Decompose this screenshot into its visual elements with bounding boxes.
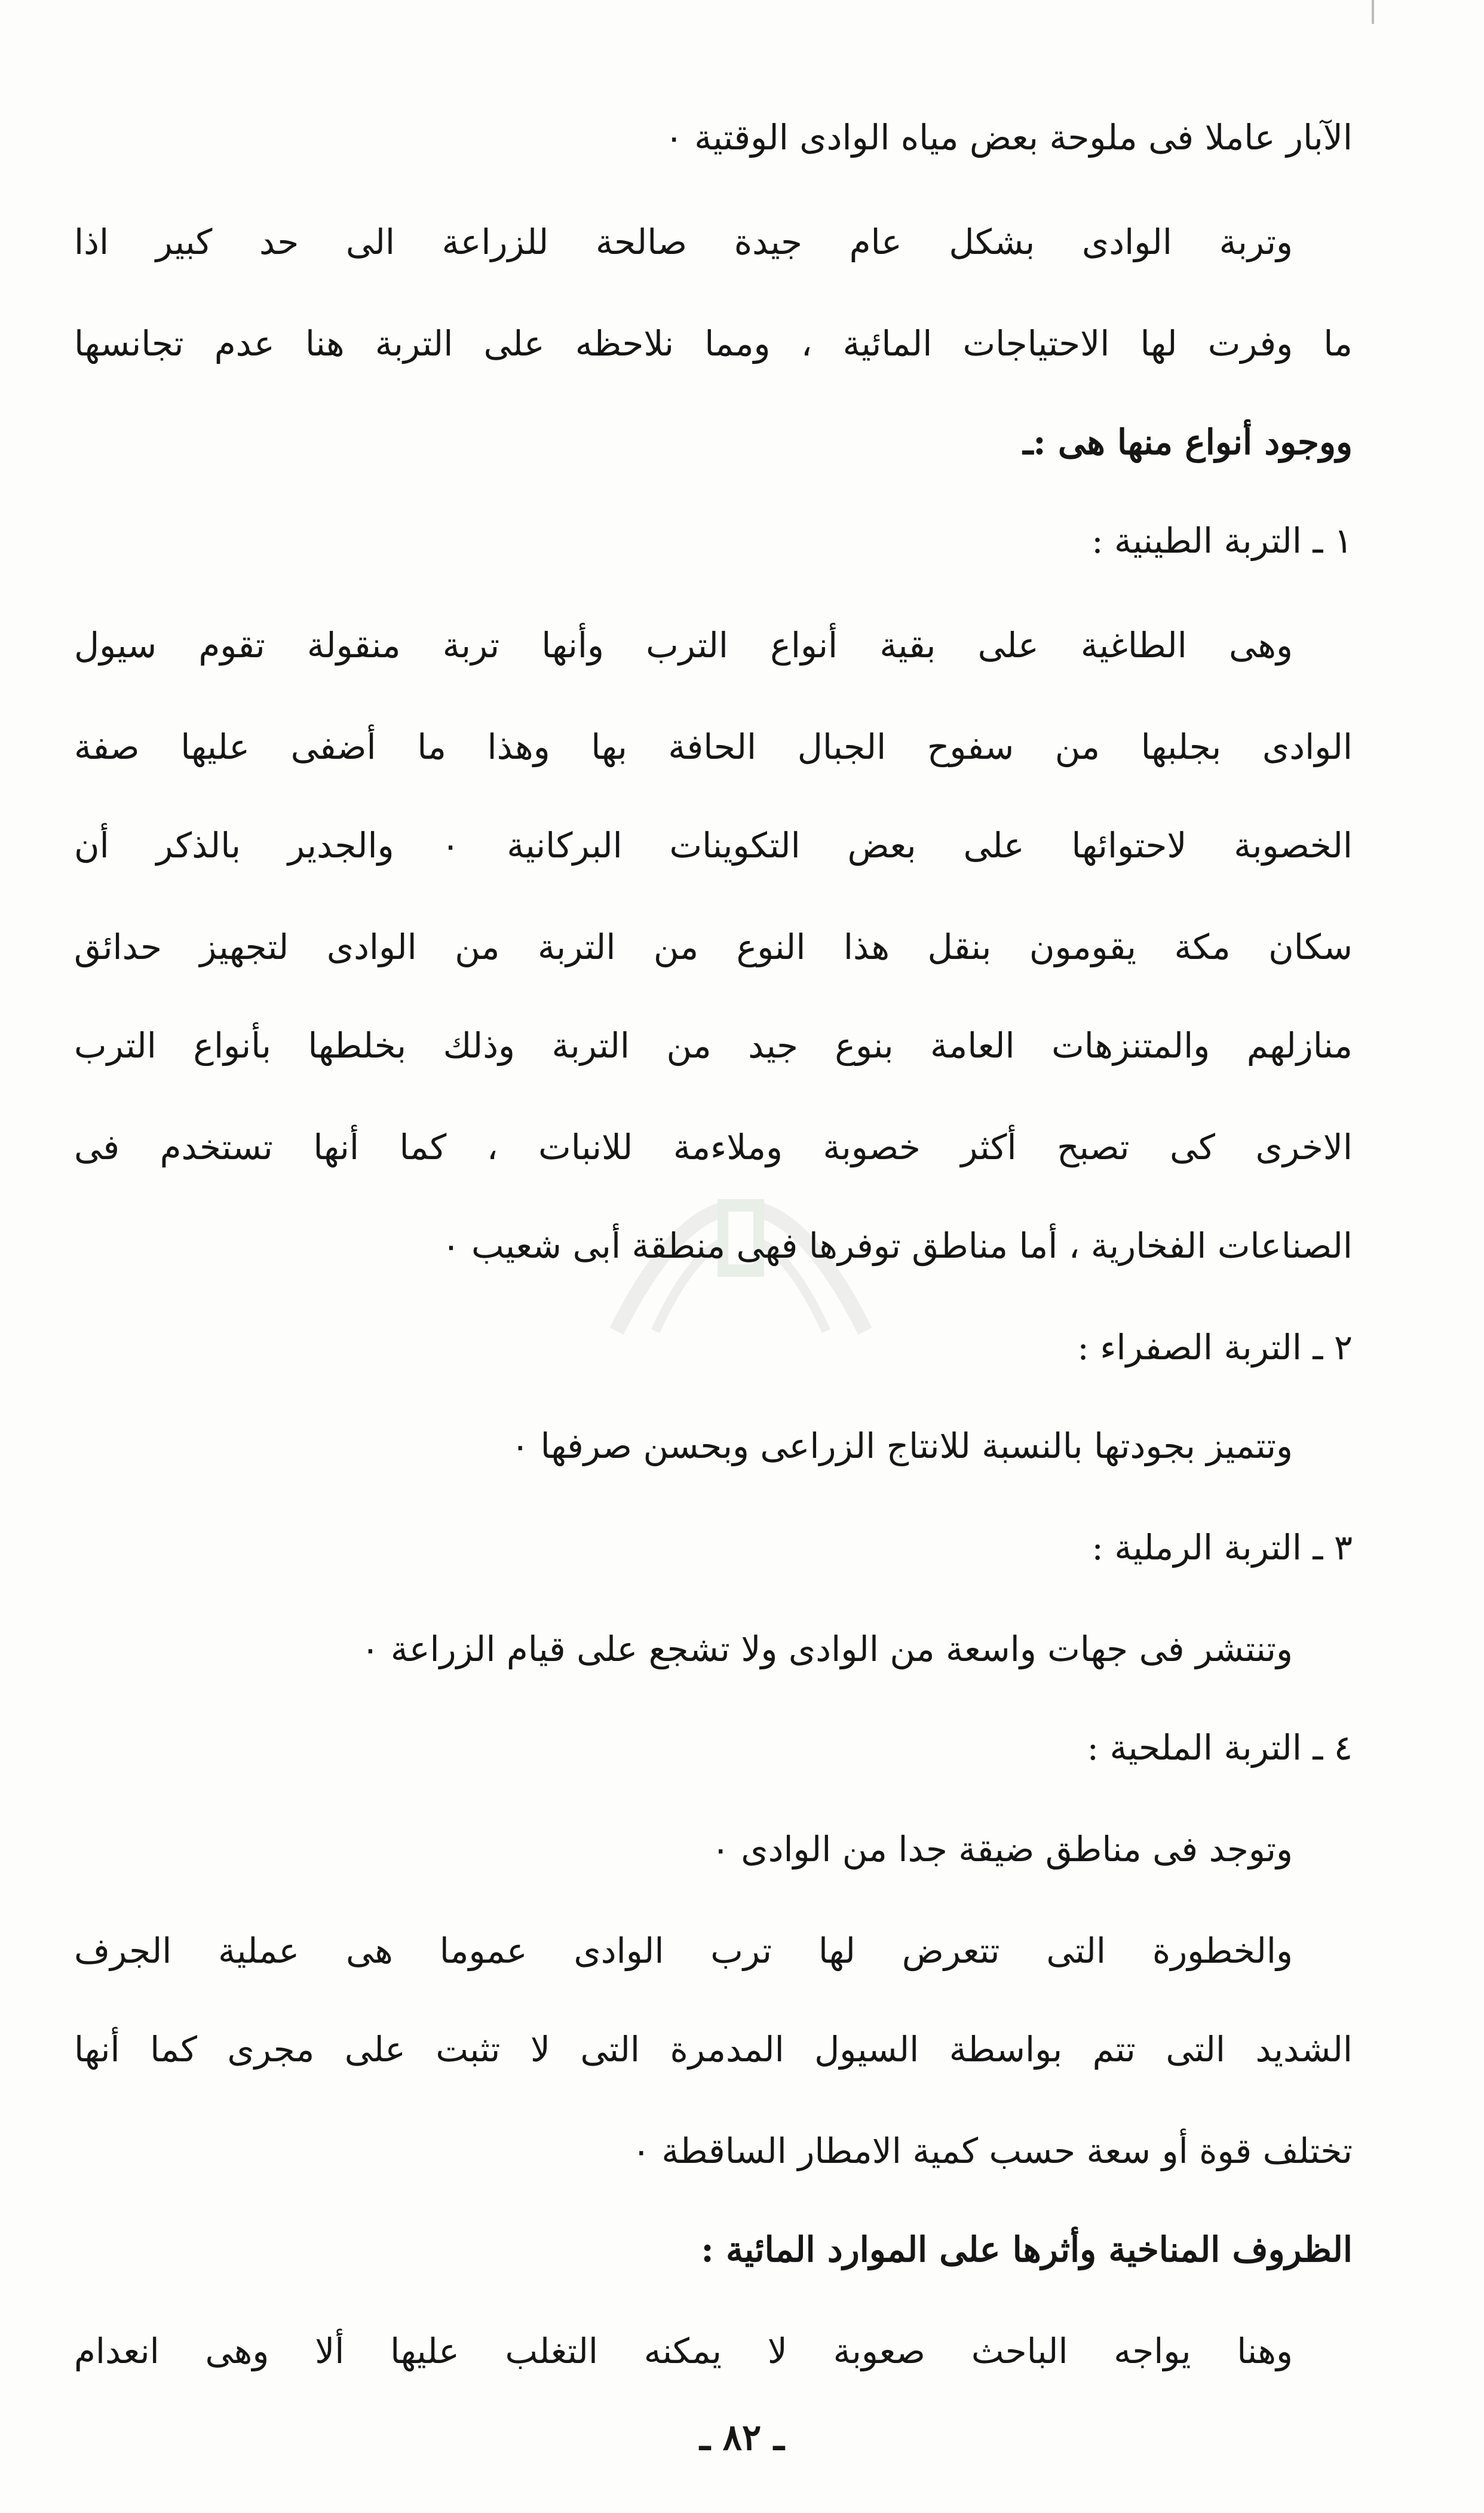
- text-line: تختلف قوة أو سعة حسب كمية الامطار الساقطة ٠: [631, 2131, 1353, 2171]
- section-heading: ٢ ـ التربة الصفراء :: [1077, 1327, 1353, 1368]
- section-heading: ١ ـ التربة الطينية :: [1091, 520, 1353, 561]
- text-line: سكان مكة يقومون بنقل هذا النوع من التربة من الوادى لتجهيز حدائق: [74, 927, 1353, 967]
- text-line: وتربة الوادى بشكل عام جيدة صالحة للزراعة الى حد كبير اذا: [74, 222, 1293, 262]
- text-line: وهنا يواجه الباحث صعوبة لا يمكنه التغلب عليها ألا وهى انعدام: [74, 2331, 1293, 2371]
- text-line: الآبار عاملا فى ملوحة بعض مياه الوادى الوقتية ٠: [664, 117, 1353, 158]
- section-heading: ٤ ـ التربة الملحية :: [1087, 1727, 1353, 1768]
- library-watermark-icon: [585, 1052, 896, 1362]
- text-line: ما وفرت لها الاحتياجات المائية ، ومما نلاحظه على التربة هنا عدم تجانسها: [74, 323, 1353, 364]
- section-heading: الظروف المناخية وأثرها على الموارد المائية :: [701, 2229, 1353, 2270]
- text-line: الخصوبة لاحتوائها على بعض التكوينات البركانية ٠ والجدير بالذكر أن: [74, 825, 1353, 866]
- section-heading: ٣ ـ التربة الرملية :: [1091, 1527, 1353, 1568]
- text-line: وتنتشر فى جهات واسعة من الوادى ولا تشجع على قيام الزراعة ٠: [361, 1629, 1293, 1669]
- text-line: ووجود أنواع منها هى :ـ: [1023, 422, 1353, 462]
- page-number: ـ ٨٢ ـ: [700, 2417, 784, 2459]
- text-line: منازلهم والمتنزهات العامة بنوع جيد من التربة وذلك بخلطها بأنواع الترب: [74, 1025, 1353, 1066]
- text-line: والخطورة التى تتعرض لها ترب الوادى عموما هى عملية الجرف: [74, 1930, 1293, 1971]
- text-line: الشديد التى تتم بواسطة السيول المدمرة التى لا تثبت على مجرى كما أنها: [74, 2029, 1353, 2070]
- text-line: وتوجد فى مناطق ضيقة جدا من الوادى ٠: [711, 1829, 1293, 1870]
- text-line: الصناعات الفخارية ، أما مناطق توفرها فهى منطقة أبى شعيب ٠: [441, 1225, 1353, 1266]
- text-line: وهى الطاغية على بقية أنواع الترب وأنها تربة منقولة تقوم سيول: [74, 625, 1293, 666]
- scan-edge-mark: [1372, 0, 1374, 24]
- text-line: الاخرى كى تصبح أكثر خصوبة وملاءمة للانبات ، كما أنها تستخدم فى: [74, 1127, 1353, 1167]
- text-line: وتتميز بجودتها بالنسبة للانتاج الزراعى وبحسن صرفها ٠: [511, 1426, 1293, 1466]
- text-line: الوادى بجلبها من سفوح الجبال الحافة بها وهذا ما أضفى عليها صفة: [74, 727, 1353, 767]
